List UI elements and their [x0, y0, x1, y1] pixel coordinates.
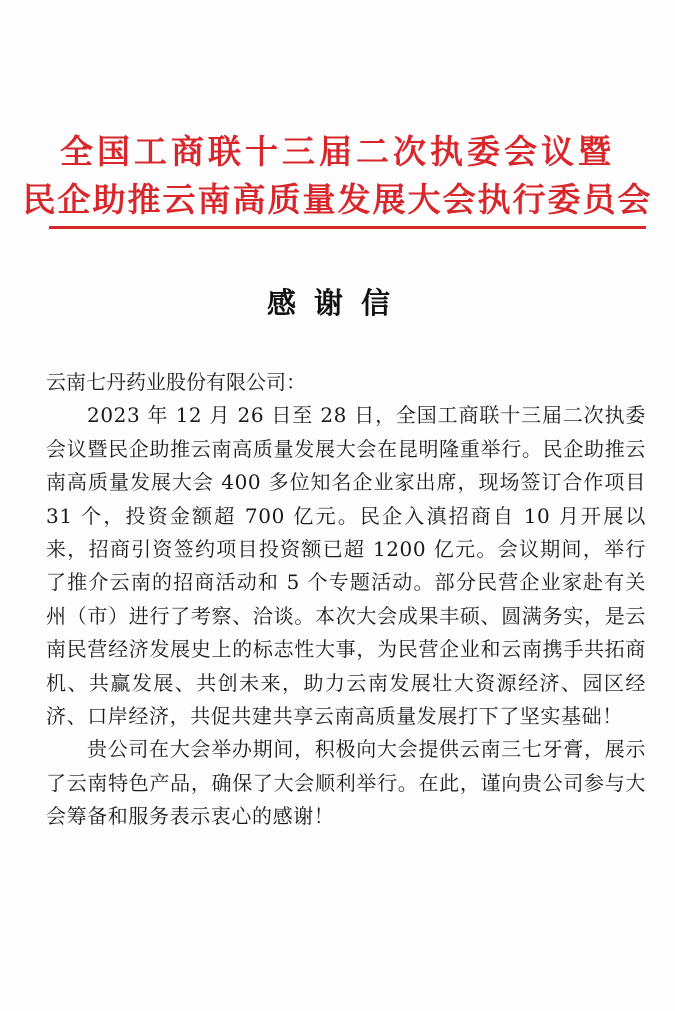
letter-body [46, 366, 646, 834]
letterhead-line-2: 民企助推云南高质量发展大会执行委员会 [22, 180, 653, 219]
document-title: 感谢信 [266, 286, 408, 320]
paragraph-2: 贵公司在大会举办期间，积极向大会提供云南三七牙膏，展示了云南特色产品，确保了大会顺利举行。在此，谨向贵公司参与大会筹备和服务表示衷心的感谢！ [46, 737, 646, 829]
salutation: 云南七丹药业股份有限公司： [46, 370, 306, 394]
paragraph-1: 2023 年 12 月 26 日至 28 日，全国工商联十三届二次执委会议暨民企助推云南高质量发展大会在昆明隆重举行。民企助推云南高质量发展大会 400 多位知名企业家出席，现场签订合作项目 31 个，投资金额超 700 亿元。民企入滇招商自 10 月开展以来，招商引资签约项目投资额已超 1200 亿元。会议期间，举行了推介云南的招商活动和 5 个专题活动。部分民营企业家赴有关州（市）进行了考察、洽谈。本次大会成果丰硕、圆满务实，是云南民营经济发展史上的标志性大事，为民营企业和云南携手共拓商机、共赢发展、共创未来，助力云南发展壮大资源经济、园区经济、口岸经济，共促共建共享云南高质量发展打下了坚实基础！ [46, 403, 646, 729]
letterhead-divider [49, 226, 646, 229]
letterhead [0, 128, 675, 224]
letterhead-line-1: 全国工商联十三届二次执委会议暨 [60, 132, 615, 171]
